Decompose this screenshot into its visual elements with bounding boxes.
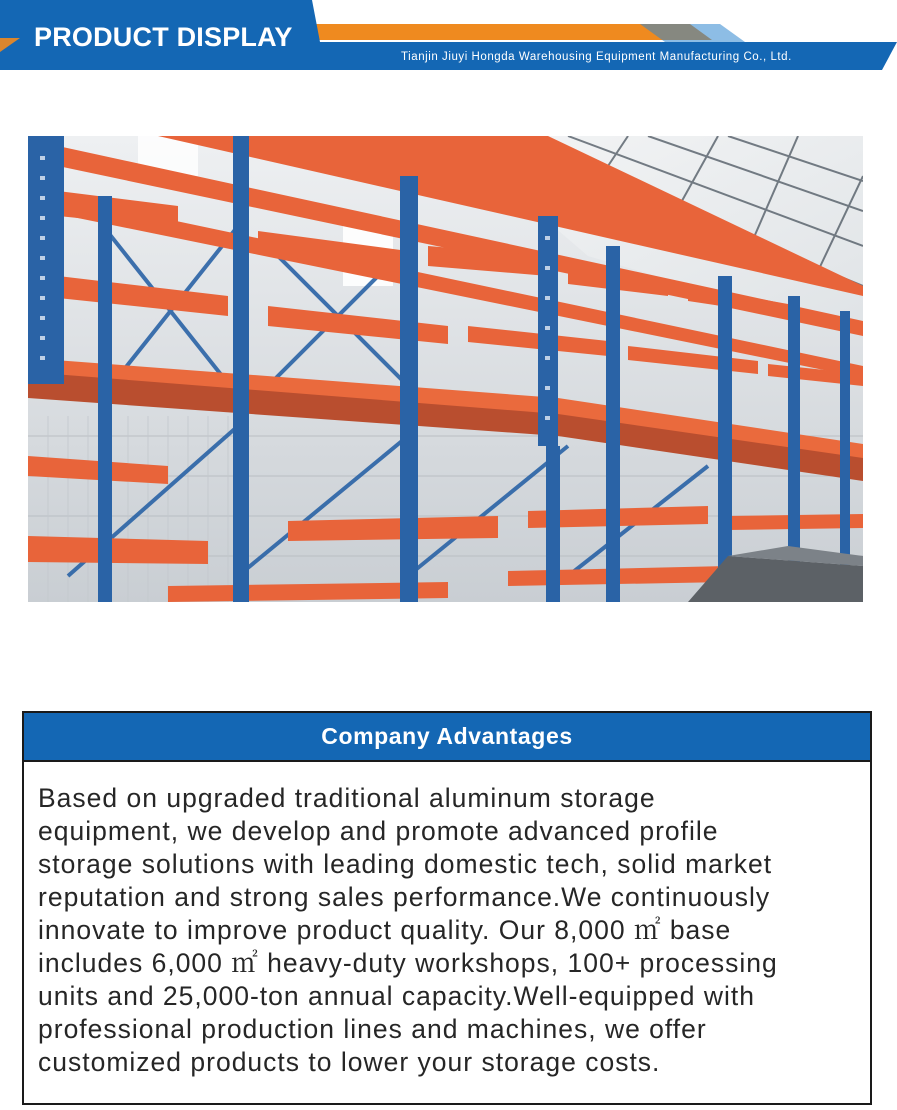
header-banner (0, 0, 897, 72)
advantages-header (24, 713, 870, 762)
advantages-line: reputation and strong sales performance.We continuously (38, 882, 771, 912)
advantages-line: equipment, we develop and promote advanced profile (38, 816, 719, 846)
racking-illustration (28, 136, 863, 602)
advantages-line: customized products to lower your storage costs. (38, 1047, 661, 1077)
advantages-line: storage solutions with leading domestic tech, solid market (38, 849, 773, 879)
advantages-title: Company Advantages (321, 723, 573, 749)
advantages-line: includes 6,000 ㎡ heavy-duty workshops, 100+ processing (38, 948, 778, 978)
advantages-line: professional production lines and machines, we offer (38, 1014, 707, 1044)
advantages-line: Based on upgraded traditional aluminum storage (38, 783, 656, 813)
banner-title: PRODUCT DISPLAY (34, 22, 293, 52)
company-advantages-panel (22, 711, 872, 1105)
advantages-line: units and 25,000-ton annual capacity.Well-equipped with (38, 981, 755, 1011)
advantages-line: innovate to improve product quality. Our 8,000 ㎡ base (38, 915, 732, 945)
advantages-text (24, 762, 870, 1079)
product-photo (28, 136, 863, 602)
company-name: Tianjin Jiuyi Hongda Warehousing Equipment Manufacturing Co., Ltd. (401, 51, 792, 63)
